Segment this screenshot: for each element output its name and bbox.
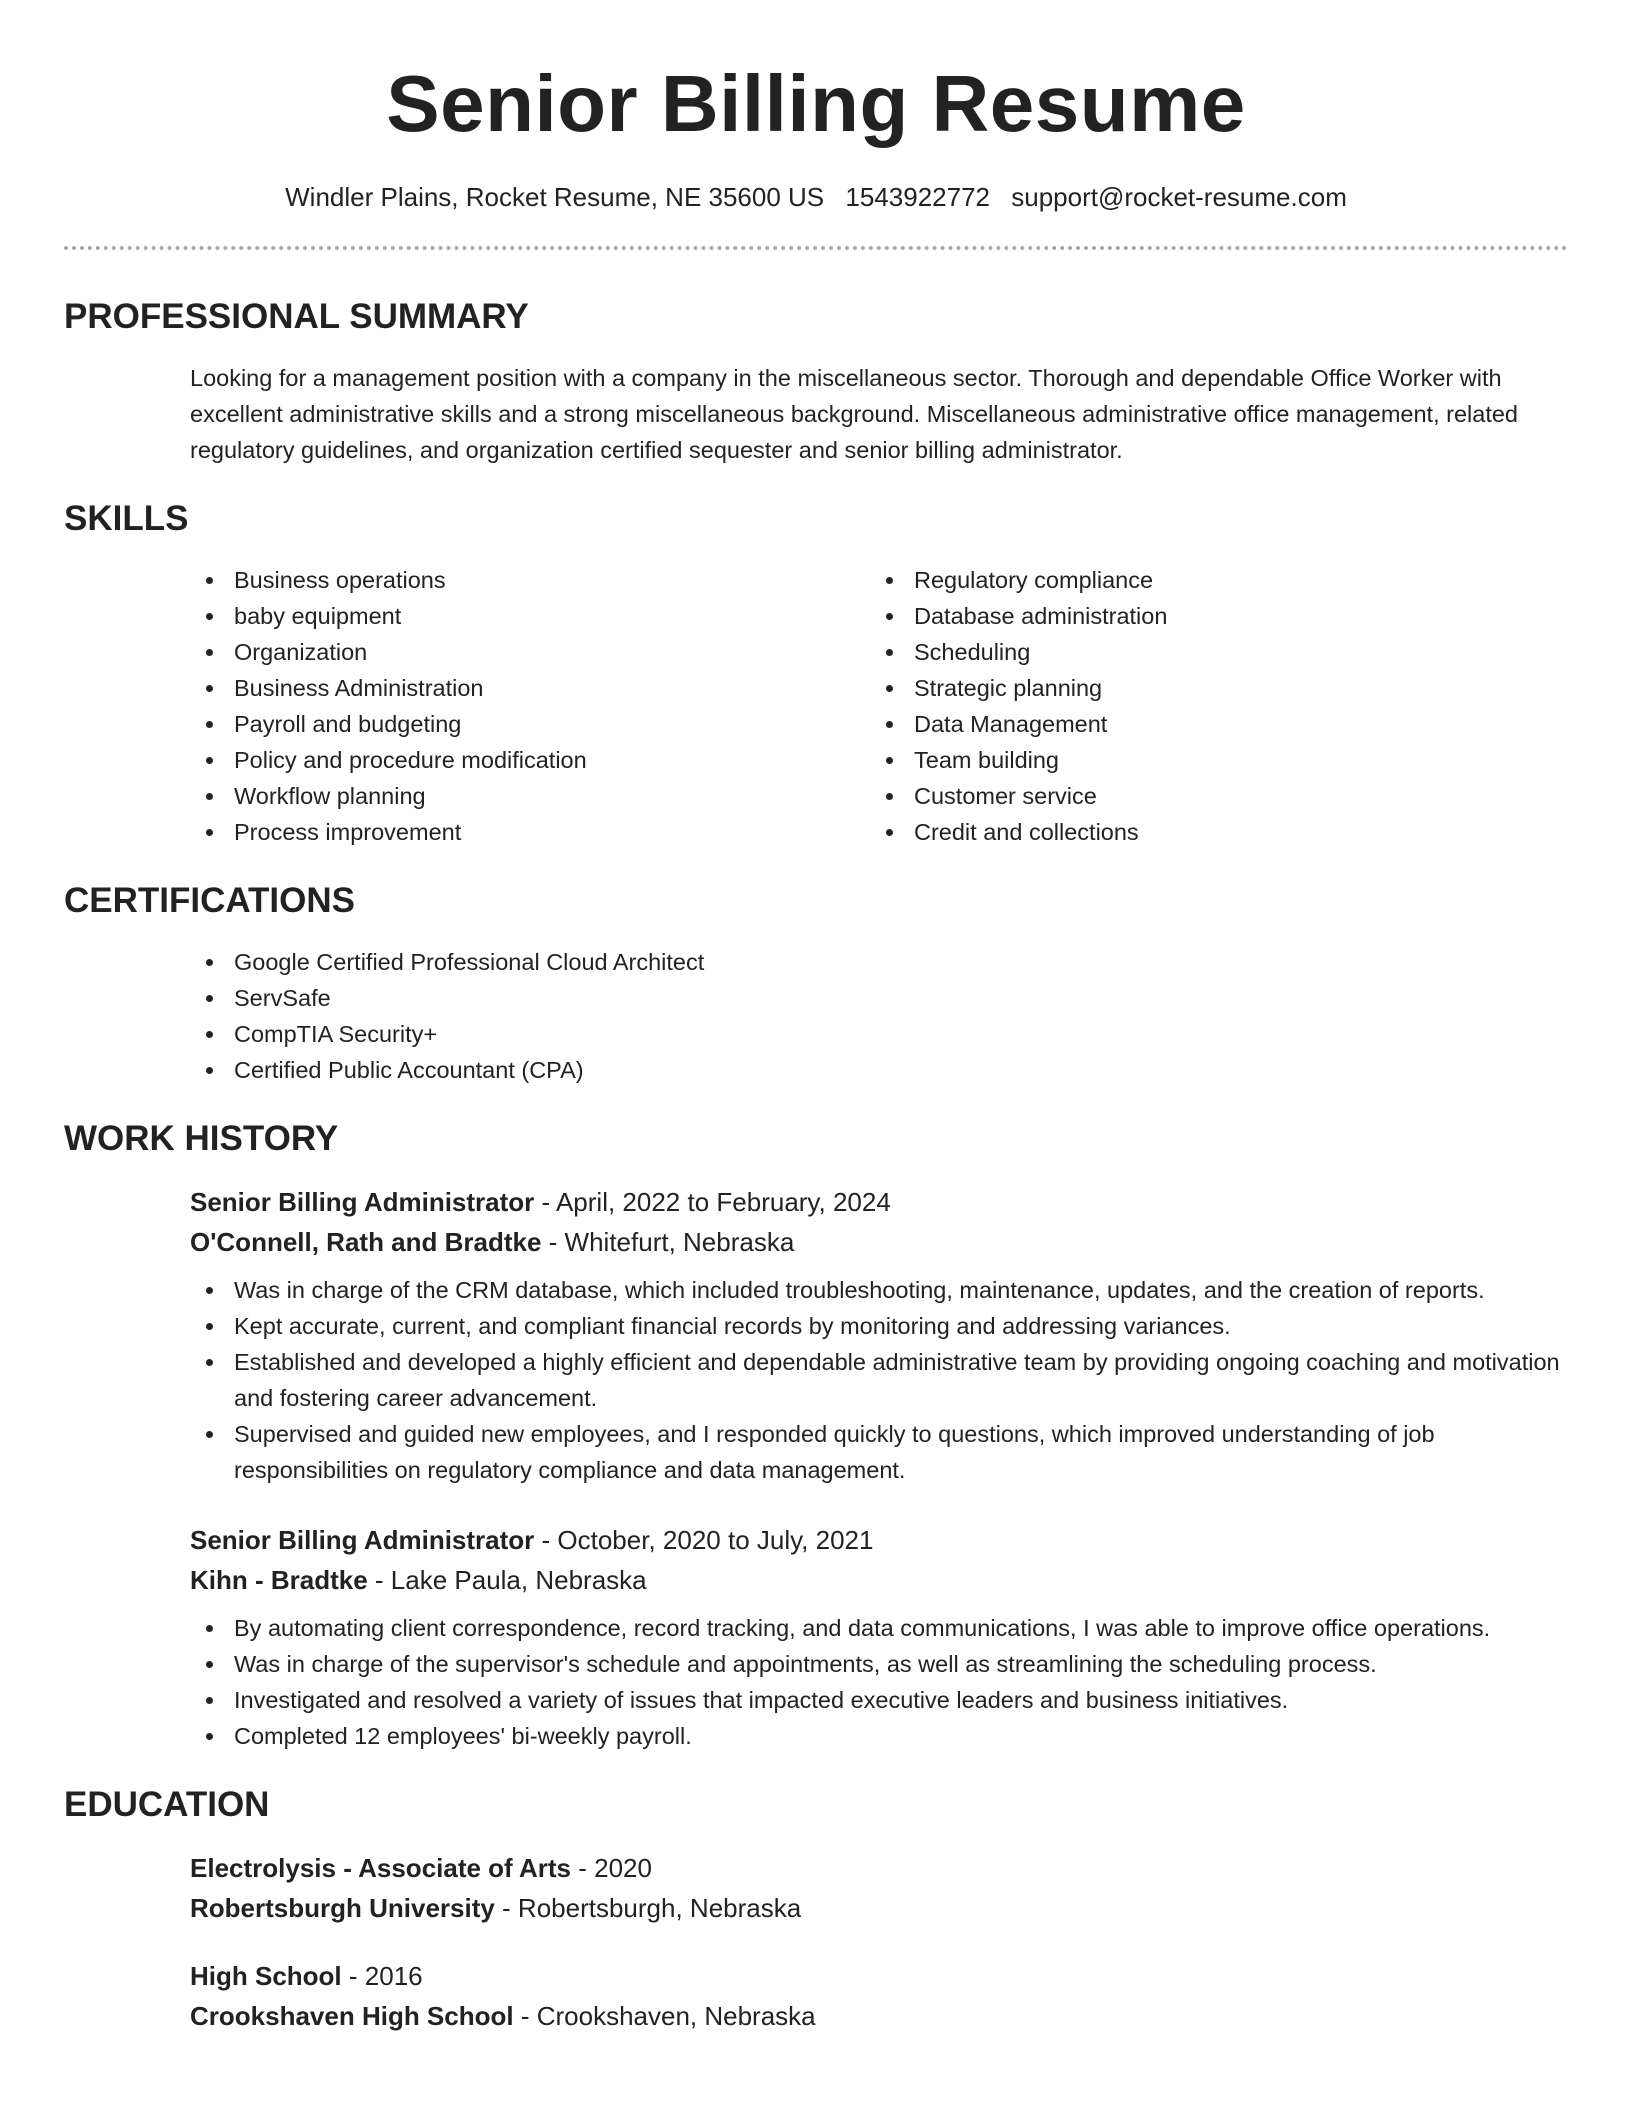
job-title-line [190,1520,1568,1560]
skill-item: Organization [190,634,870,670]
contact-address: Windler Plains, Rocket Resume, NE 35600 US [285,182,825,212]
skill-item: baby equipment [190,598,870,634]
education-degree: Electrolysis - Associate of Arts [190,1853,571,1883]
skill-item: Team building [870,742,1550,778]
education-degree: High School [190,1961,342,1991]
skills-heading: SKILLS [64,499,189,538]
skills-section [64,498,1568,850]
certification-item: CompTIA Security+ [190,1016,1568,1052]
skill-item: Strategic planning [870,670,1550,706]
skill-item: Payroll and budgeting [190,706,870,742]
education-heading: EDUCATION [64,1785,270,1824]
skill-item: Database administration [870,598,1550,634]
job-entry [190,1182,1568,1488]
job-title-line [190,1182,1568,1222]
skill-item: Business operations [190,562,870,598]
skill-item: Customer service [870,778,1550,814]
resume-page [64,0,1568,2036]
job-bullet: By automating client correspondence, record tracking, and data communications, I was able to improve office operations. [190,1610,1568,1646]
skills-grid [190,562,1568,850]
contact-line [64,180,1568,214]
job-company-line [190,1560,1568,1600]
job-role: Senior Billing Administrator [190,1187,535,1217]
work-history-section [64,1118,1568,1754]
education-degree-line [190,1848,1568,1888]
job-bullet: Completed 12 employees' bi-weekly payroll. [190,1718,1568,1754]
job-bullet: Investigated and resolved a variety of issues that impacted executive leaders and business initiatives. [190,1682,1568,1718]
skill-item: Regulatory compliance [870,562,1550,598]
education-degree-line [190,1956,1568,1996]
education-school: Robertsburgh University [190,1893,495,1923]
education-school-line [190,1888,1568,1928]
job-bullets [190,1610,1568,1754]
summary-text: Looking for a management position with a company in the miscellaneous sector. Thorough and dependable Office Worker with excellent administrative skills and a strong miscellaneous background. Miscellaneous administrative office management, related regulatory guidelines, and organization certified sequester and senior billing administrator. [190,365,1518,463]
skill-item: Scheduling [870,634,1550,670]
work-history-heading: WORK HISTORY [64,1119,339,1158]
skill-item: Process improvement [190,814,870,850]
certifications-list [190,944,1568,1088]
education-location: - Robertsburgh, Nebraska [494,1893,802,1923]
education-school-line [190,1996,1568,2036]
job-entry [190,1520,1568,1754]
education-location: - Crookshaven, Nebraska [513,2001,816,2031]
skills-list-right [870,562,1550,850]
contact-phone: 1543922772 [845,182,990,212]
skill-item: Credit and collections [870,814,1550,850]
summary-section [64,296,1568,468]
education-year: - 2016 [341,1961,423,1991]
job-bullet: Supervised and guided new employees, and I responded quickly to questions, which improved understanding of job responsibilities on regulatory compliance and data management. [190,1416,1568,1488]
education-entry [190,1956,1568,2036]
job-company: O'Connell, Rath and Bradtke [190,1227,542,1257]
contact-email: support@rocket-resume.com [1011,182,1347,212]
skill-item: Business Administration [190,670,870,706]
job-location: - Lake Paula, Nebraska [367,1565,647,1595]
job-company: Kihn - Bradtke [190,1565,368,1595]
job-bullets [190,1272,1568,1488]
skill-item: Data Management [870,706,1550,742]
education-year: - 2020 [571,1853,652,1883]
job-bullet: Was in charge of the CRM database, which included troubleshooting, maintenance, updates, and the creation of reports. [190,1272,1568,1308]
resume-title: Senior Billing Resume [386,59,1246,148]
certification-item: Certified Public Accountant (CPA) [190,1052,1568,1088]
job-company-line [190,1222,1568,1262]
summary-heading: PROFESSIONAL SUMMARY [64,297,529,336]
skills-list-left [190,562,870,850]
certifications-heading: CERTIFICATIONS [64,881,356,920]
education-entry [190,1848,1568,1928]
job-bullet: Established and developed a highly efficient and dependable administrative team by providing ongoing coaching and motivation and fostering career advancement. [190,1344,1568,1416]
education-school: Crookshaven High School [190,2001,514,2031]
certifications-section [64,880,1568,1088]
job-location: - Whitefurt, Nebraska [541,1227,795,1257]
job-dates: - April, 2022 to February, 2024 [534,1187,891,1217]
certification-item: ServSafe [190,980,1568,1016]
job-bullet: Was in charge of the supervisor's schedule and appointments, as well as streamlining the scheduling process. [190,1646,1568,1682]
skill-item: Workflow planning [190,778,870,814]
skill-item: Policy and procedure modification [190,742,870,778]
job-dates: - October, 2020 to July, 2021 [534,1525,874,1555]
certification-item: Google Certified Professional Cloud Architect [190,944,1568,980]
job-role: Senior Billing Administrator [190,1525,535,1555]
header-divider [64,246,1568,250]
education-section [64,1784,1568,2036]
job-bullet: Kept accurate, current, and compliant financial records by monitoring and addressing variances. [190,1308,1568,1344]
